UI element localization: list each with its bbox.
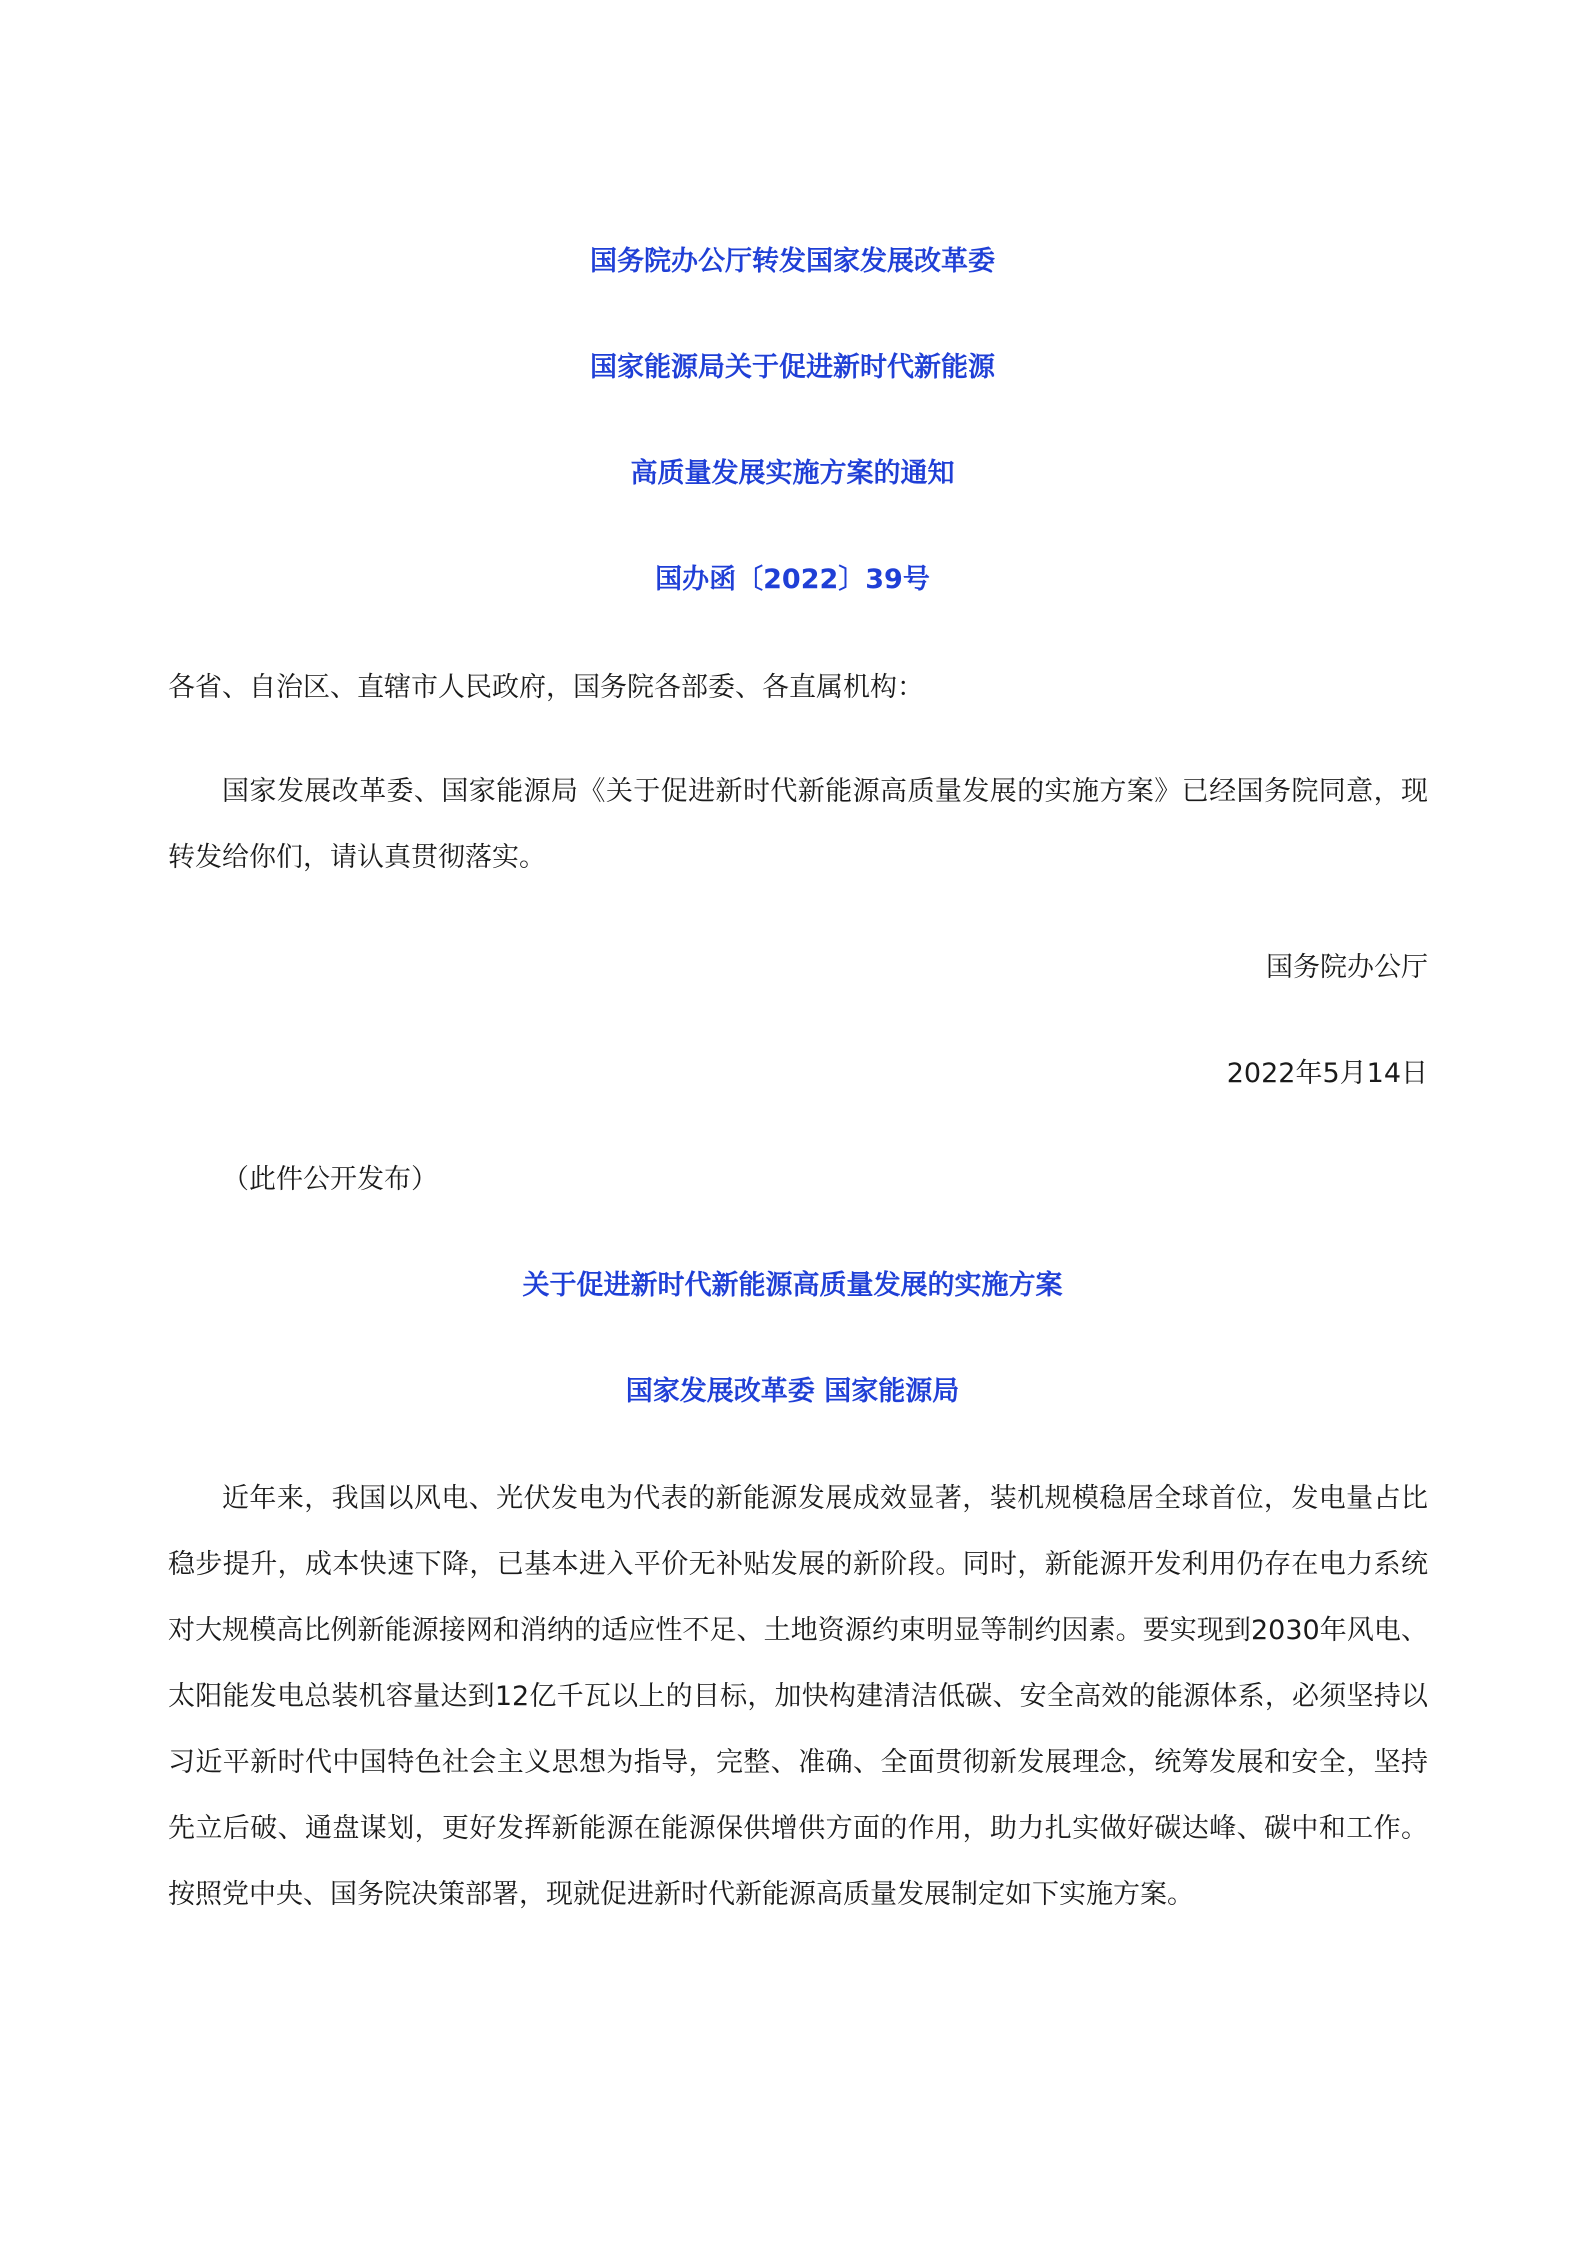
notice-title-line-2: 国家能源局关于促进新时代新能源 [590,352,995,383]
plan-title: 关于促进新时代新能源高质量发展的实施方案 [522,1270,1063,1301]
notice-doc-number: 国办函〔2022〕39号 [655,564,930,595]
notice-issuer: 国务院办公厅 [1266,952,1428,983]
publication-note: （此件公开发布） [222,1164,438,1195]
notice-salutation: 各省、自治区、直辖市人民政府，国务院各部委、各直属机构： [168,672,924,703]
notice-date: 2022年5月14日 [1226,1058,1428,1089]
plan-intro-paragraph: 近年来，我国以风电、光伏发电为代表的新能源发展成效显著，装机规模稳居全球首位，发电量占比稳步提升，成本快速下降，已基本进入平价无补贴发展的新阶段。同时，新能源开发利用仍存在电力系统对大规模高比例新能源接网和消纳的适应性不足、土地资源约束明显等制约因素。要实现到2030年风电、太阳能发电总装机容量达到12亿千瓦以上的目标，加快构建清洁低碳、安全高效的能源体系，必须坚持以习近平新时代中国特色社会主义思想为指导，完整、准确、全面贯彻新发展理念，统筹发展和安全，坚持先立后破、通盘谋划，更好发挥新能源在能源保供增供方面的作用，助力扎实做好碳达峰、碳中和工作。按照党中央、国务院决策部署，现就促进新时代新能源高质量发展制定如下实施方案。 [168,1483,1428,1910]
notice-body-paragraph: 国家发展改革委、国家能源局《关于促进新时代新能源高质量发展的实施方案》已经国务院同意，现转发给你们，请认真贯彻落实。 [168,776,1428,873]
notice-title-line-1: 国务院办公厅转发国家发展改革委 [590,246,995,277]
notice-title-line-3: 高质量发展实施方案的通知 [630,458,955,489]
plan-authors: 国家发展改革委 国家能源局 [625,1376,960,1407]
